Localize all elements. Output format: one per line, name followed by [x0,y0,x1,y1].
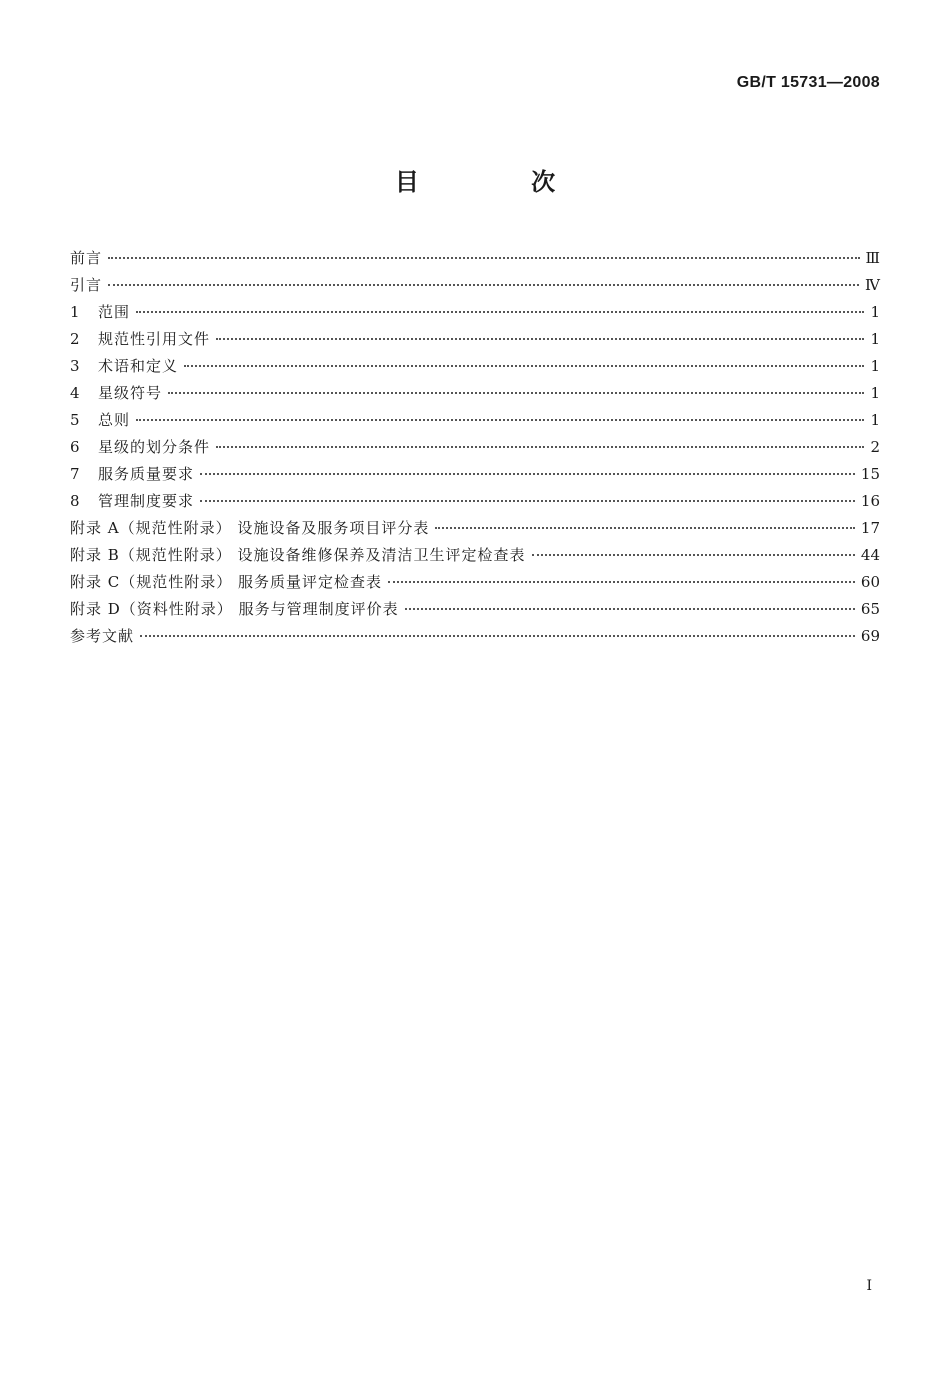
toc-entry-label: 引言 [70,276,103,294]
toc-entry-label: 星级的划分条件 [98,438,211,456]
toc-entry-number: 5 [70,411,80,429]
toc-entry-label: 总则 [98,411,131,429]
toc-entry[interactable] [70,569,880,596]
toc-entry-page: 44 [860,546,880,564]
toc-entry-page: 1 [870,330,880,348]
toc-entry[interactable] [70,623,880,650]
toc-entry-page: 16 [860,492,880,510]
toc-entry-page: 1 [870,357,880,375]
page-number: I [866,1278,872,1294]
toc-dot-leader [136,311,864,313]
toc-entry-label: 前言 [70,249,103,267]
toc-entry[interactable] [70,542,880,569]
table-of-contents [70,245,880,650]
toc-dot-leader [136,419,864,421]
toc-entry[interactable] [70,326,880,353]
toc-entry-page: 60 [860,573,880,591]
toc-entry-page: Ⅲ [865,249,880,267]
toc-entry-page: 65 [860,600,880,618]
toc-entry-number: 4 [70,384,80,402]
toc-dot-leader [216,446,864,448]
toc-entry-label: 管理制度要求 [98,492,195,510]
toc-entry-number: 1 [70,303,80,321]
toc-entry[interactable] [70,434,880,461]
toc-dot-leader [388,581,855,583]
toc-dot-leader [405,608,855,610]
toc-entry-page: 69 [860,627,880,645]
toc-dot-leader [200,473,855,475]
toc-entry[interactable] [70,353,880,380]
toc-entry-page: 2 [870,438,880,456]
toc-entry[interactable] [70,596,880,623]
toc-dot-leader [108,284,859,286]
toc-dot-leader [108,257,860,259]
toc-entry[interactable] [70,299,880,326]
toc-dot-leader [140,635,855,637]
toc-entry-label: 规范性引用文件 [98,330,211,348]
toc-entry-label: 范围 [98,303,131,321]
toc-entry-label: 附录 B（规范性附录） 设施设备维修保养及清洁卫生评定检查表 [70,546,526,564]
toc-dot-leader [216,338,864,340]
toc-entry[interactable] [70,245,880,272]
toc-entry-label: 附录 C（规范性附录） 服务质量评定检查表 [70,573,383,591]
toc-entry-number: 8 [70,492,80,510]
toc-entry-page: 1 [870,411,880,429]
toc-entry[interactable] [70,380,880,407]
toc-entry[interactable] [70,272,880,299]
standard-code: GB/T 15731—2008 [736,74,880,91]
toc-dot-leader [200,500,855,502]
toc-entry-page: 1 [870,384,880,402]
toc-entry[interactable] [70,407,880,434]
toc-entry-label: 术语和定义 [98,357,179,375]
toc-dot-leader [184,365,864,367]
toc-entry[interactable] [70,461,880,488]
toc-entry-page: Ⅳ [865,276,880,294]
toc-dot-leader [168,392,864,394]
toc-entry-number: 3 [70,357,80,375]
toc-entry-page: 15 [860,465,880,483]
toc-entry-label: 附录 D（资料性附录） 服务与管理制度评价表 [70,600,399,618]
toc-entry-page: 1 [870,303,880,321]
page-title: 目 次 [394,168,608,196]
toc-dot-leader [532,554,855,556]
toc-entry-page: 17 [860,519,880,537]
toc-entry-number: 7 [70,465,80,483]
toc-entry-label: 星级符号 [98,384,163,402]
toc-entry-number: 2 [70,330,80,348]
toc-entry-label: 服务质量要求 [98,465,195,483]
toc-entry-number: 6 [70,438,80,456]
toc-entry[interactable] [70,488,880,515]
toc-entry-label: 附录 A（规范性附录） 设施设备及服务项目评分表 [70,519,430,537]
toc-entry-label: 参考文献 [70,627,135,645]
toc-entry[interactable] [70,515,880,542]
toc-dot-leader [435,527,855,529]
